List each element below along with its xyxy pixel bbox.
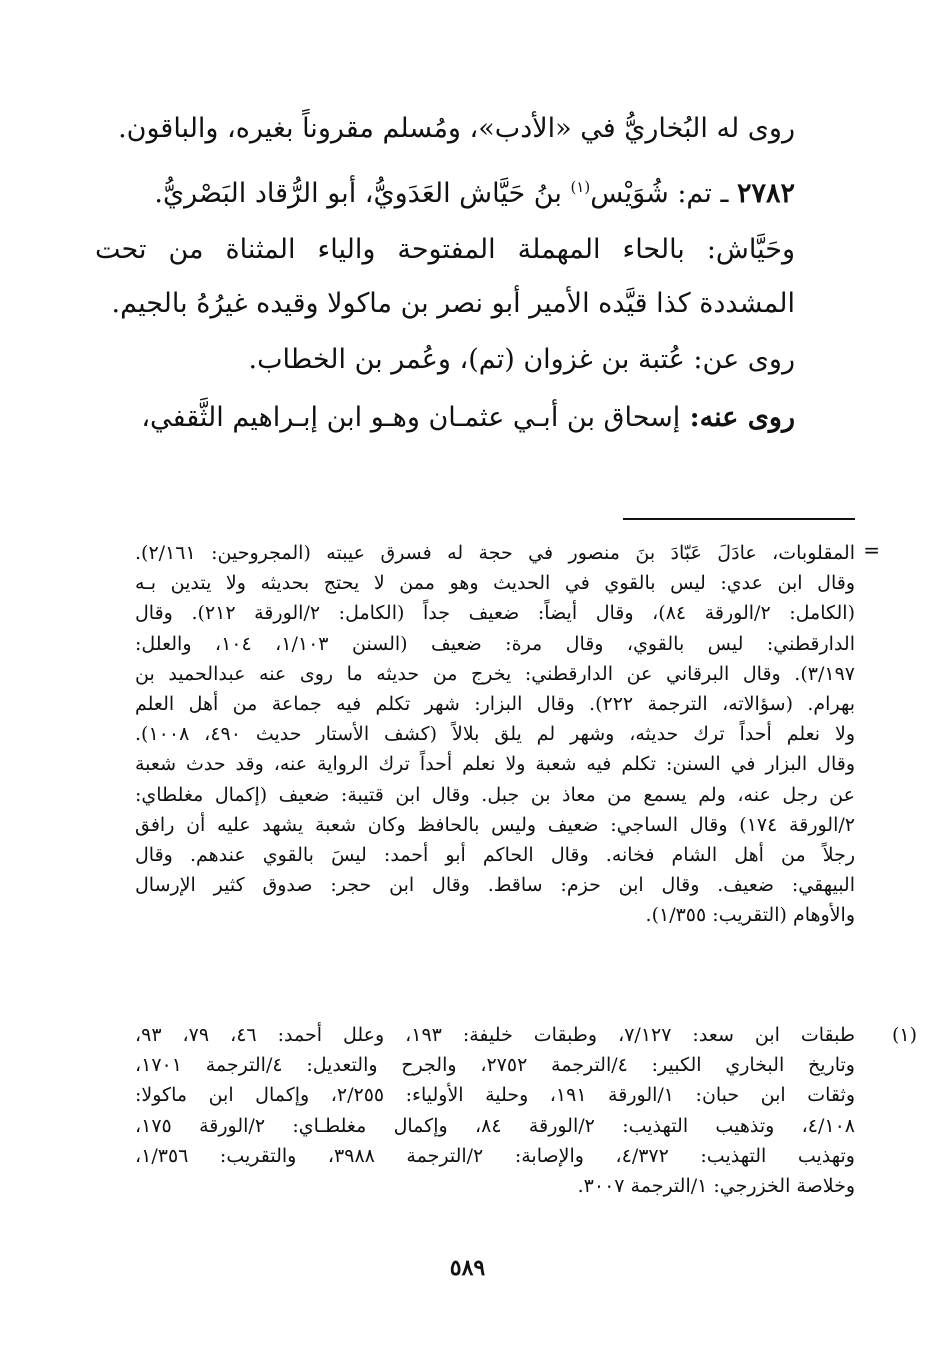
footnote-line: بهرام. (سؤالاته، الترجمة ٢٢٢). وقال البزار: شهر تكلم فيه جماعة من أهل العلم: [135, 693, 855, 716]
footnote-line: المقلوبات، عادَلَ عَبّادَ بنَ منصور في حجة له فسرق عيبته (المجروحين: ٢/١٦١).: [135, 542, 855, 564]
footnote-1-marker: (١): [891, 1024, 917, 1046]
footnote-line: رجلاً من أهل الشام فخانه. وقال الحاكم أبو أحمد: ليسَ بالقوي عندهم. وقال: [135, 844, 855, 867]
spelling-note: وحَيَّاش: بالحاء المهملة المفتوحة والياء المثناة من تحت المشددة كذا قيَّده الأمير أبو نصر بن ماكولا وقيده غيرُهُ بالجيم.: [95, 234, 795, 319]
footnote-line: والأوهام (التقريب: ١/٣٥٥).: [645, 904, 855, 927]
entry-number: ٢٧٨٢: [736, 178, 795, 209]
footnote-line: البيهقي: ضعيف. وقال ابن حزم: ساقط. وقال ابن حجر: صدوق كثير الإرسال: [135, 874, 855, 897]
narrated-by-label: روى عنه:: [680, 402, 795, 433]
narrated-from-line: روى عن: عُتبة بن غزوان (تم)، وعُمر بن الخطاب.: [248, 344, 795, 375]
footnote-line: الدارقطني: ليس بالقوي، وقال مرة: ضعيف (السنن ١/١٠٣، ١٠٤، والعلل:: [135, 632, 855, 655]
narration-line: روى له البُخاريُّ في «الأدب»، ومُسلم مقروناً بغيره، والباقون.: [118, 113, 795, 144]
footnote-1: [135, 1020, 917, 1201]
footnote-line: وقال البزار في السنن: تكلم فيه شعبة ولا نعلم أحداً ترك الرواية عنه، وقد حدث شعبة: [135, 753, 855, 776]
continuation-mark: =: [863, 538, 880, 562]
footnote-1-line: وتاريخ البخاري الكبير: ٤/الترجمة ٢٧٥٢، والجرح والتعديل: ٤/الترجمة ١٧٠١،: [135, 1054, 855, 1077]
footnote-line: وقال ابن عدي: ليس بالقوي في الحديث وهو ممن لا يحتج بحديثه ولا يتدين بـه: [135, 572, 855, 595]
main-text: [95, 100, 795, 447]
footnote-1-line: طبقات ابن سعد: ٧/١٢٧، وطبقات خليفة: ١٩٣، وعلل أحمد: ٤٦، ٧٩، ٩٣،: [135, 1024, 856, 1046]
entry-heading: [95, 158, 795, 223]
footnote-divider: [623, 518, 855, 520]
footnote-line: (الكامل: ٢/الورقة ٨٤)، وقال أيضاً: ضعيف جداً (الكامل: ٢/الورقة ٢١٢). وقال: [135, 602, 855, 625]
entry-name: شُوَيْس: [590, 178, 669, 209]
footnote-line: ٣/١٩٧). وقال البرقاني عن الدارقطني: يخرج من حديثه ما روى عنه عبدالحميد بن: [135, 662, 855, 685]
footnote-1-line: وخلاصة الخزرجي: ١/الترجمة ٣٠٠٧.: [577, 1175, 855, 1198]
narrated-by-text: إسحاق بن أبـي عثمـان وهـو ابن إبـراهيم الثَّقفي،: [141, 402, 681, 433]
footnote-line: ٢/الورقة ١٧٤) وقال الساجي: ضعيف وليس بالحافظ وكان شعبة يشهد عليه أن رافق: [135, 813, 855, 836]
footnote-continued: [135, 538, 855, 931]
footnote-1-line: وتهذيب التهذيب: ٤/٣٧٢، والإصابة: ٢/الترجمة ٣٩٨٨، والتقريب: ١/٣٥٦،: [135, 1144, 855, 1167]
footnote-1-line: ٤/١٠٨، وتذهيب التهذيب: ٢/الورقة ٨٤، وإكمال مغلطـاي: ٢/الورقة ١٧٥،: [135, 1114, 855, 1137]
entry-rest: بنُ حَيَّاش العَدَويُّ، أبو الرُّقاد البَصْريُّ.: [154, 178, 571, 209]
entry-dash: ـ: [711, 178, 737, 209]
footnote-ref: (١): [570, 178, 591, 196]
footnote-1-line: وثقات ابن حبان: ١/الورقة ١٩١، وحلية الأولياء: ٢/٢٥٥، وإكمال ابن ماكولا:: [135, 1084, 855, 1107]
narrated-by-line: [95, 389, 795, 447]
entry-tag: تم:: [668, 178, 712, 209]
page-number: ٥٨٩: [449, 1255, 486, 1281]
footnote-line: ولا نعلم أحداً ترك حديثه، وشهر لم يلق بلالاً (كشف الأستار حديث ٤٩٠، ١٠٠٨).: [135, 723, 855, 746]
footnote-line: عن رجل عنه، ولم يسمع من معاذ بن جبل. وقال ابن قتيبة: ضعيف (إكمال مغلطاي:: [135, 783, 855, 806]
